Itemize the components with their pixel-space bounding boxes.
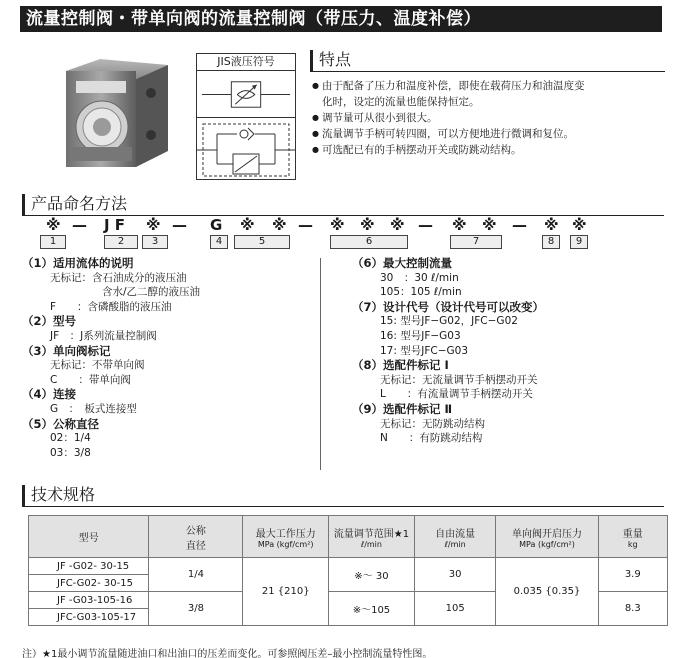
naming-category: （8）选配件标记 Ⅰ bbox=[352, 358, 449, 373]
code-part: — bbox=[72, 216, 87, 234]
code-part: ※ bbox=[390, 216, 405, 234]
spec-table bbox=[28, 515, 668, 626]
th-range: 流量调节范围★1 ℓ/min bbox=[329, 516, 415, 558]
product-photo bbox=[56, 55, 176, 173]
naming-item: 无标记：含石油成分的液压油 bbox=[50, 271, 187, 284]
cell-model: JFC-G03-105-17 bbox=[29, 609, 149, 626]
naming-right-column bbox=[352, 256, 662, 446]
cell-pressure: 21 {210} bbox=[243, 558, 329, 626]
code-part: ※ bbox=[452, 216, 467, 234]
naming-item: 03：3/8 bbox=[50, 446, 91, 459]
naming-item: L ：有流量调节手柄摆动开关 bbox=[380, 388, 533, 401]
code-part: ※ bbox=[544, 216, 559, 234]
code-number: 7 bbox=[450, 235, 502, 249]
code-part: J F bbox=[104, 216, 126, 234]
code-number: 2 bbox=[104, 235, 138, 249]
column-divider bbox=[320, 258, 321, 470]
cell-free: 30 bbox=[414, 558, 496, 592]
naming-item: 02：1/4 bbox=[50, 432, 91, 445]
naming-item: N ：有防跳动结构 bbox=[380, 432, 483, 445]
naming-category: （7）设计代号（设计代号可以改变） bbox=[352, 299, 544, 314]
code-number: 9 bbox=[570, 235, 588, 249]
code-number: 5 bbox=[234, 235, 290, 249]
cell-weight: 8.3 bbox=[598, 592, 667, 626]
code-number: 6 bbox=[330, 235, 408, 249]
naming-item: 含水/乙二醇的液压油 bbox=[102, 286, 201, 299]
code-part: ※ bbox=[240, 216, 255, 234]
table-row bbox=[29, 558, 668, 575]
code-part: ※ bbox=[272, 216, 287, 234]
footnote: 注）★1最小调节流量随进油口和出油口的压差而变化。可参照阀压差–最小控制流量特性图。 bbox=[22, 649, 433, 658]
feature-item: ● 可选配已有的手柄摆动开关或防跳动结构。 bbox=[312, 142, 652, 158]
cell-model: JF -G02- 30-15 bbox=[29, 558, 149, 575]
naming-heading: 产品命名方法 bbox=[22, 194, 664, 216]
naming-item: G ： 板式连接型 bbox=[50, 402, 137, 415]
naming-item: 15: 型号JF−G02，JFC−G02 bbox=[380, 315, 518, 328]
code-part: — bbox=[418, 216, 433, 234]
spec-heading: 技术规格 bbox=[22, 485, 664, 507]
jis-symbol-box bbox=[196, 53, 296, 180]
code-part: ※ bbox=[572, 216, 587, 234]
naming-category: （6）最大控制流量 bbox=[352, 256, 453, 270]
naming-item: 无标记：无流量调节手柄摆动开关 bbox=[380, 373, 538, 386]
code-number: 8 bbox=[542, 235, 560, 249]
feature-item: ● 调节量可从很小到很大。 bbox=[312, 110, 652, 126]
code-part: ※ bbox=[330, 216, 345, 234]
cell-size: 3/8 bbox=[149, 592, 243, 626]
code-part: ※ bbox=[482, 216, 497, 234]
naming-left-column bbox=[22, 256, 312, 460]
th-check: 单向阀开启压力 MPa (kgf/cm²) bbox=[496, 516, 598, 558]
naming-item: 无标记：无防跳动结构 bbox=[380, 417, 485, 430]
features-list bbox=[312, 78, 652, 158]
naming-item: 17: 型号JFC−G03 bbox=[380, 344, 468, 357]
th-weight: 重量 kg bbox=[598, 516, 667, 558]
jis-title: JIS液压符号 bbox=[197, 54, 295, 71]
naming-category: （9）选配件标记 Ⅱ bbox=[352, 401, 453, 416]
feature-item: ● 由于配备了压力和温度补偿，即使在载荷压力和油温度变 化时，设定的流量也能保持恒定。 bbox=[312, 78, 652, 110]
cell-range: ※～ 30 bbox=[329, 558, 415, 592]
cell-model: JFC-G02- 30-15 bbox=[29, 575, 149, 592]
naming-item: 16: 型号JF−G03 bbox=[380, 329, 461, 342]
flow-control-symbol bbox=[197, 72, 295, 118]
code-part: ※ bbox=[46, 216, 61, 234]
naming-category: （3）单向阀标记 bbox=[22, 343, 111, 358]
naming-category: （5）公称直径 bbox=[22, 416, 100, 431]
cell-weight: 3.9 bbox=[598, 558, 667, 592]
th-pressure: 最大工作压力 MPa (kgf/cm²) bbox=[243, 516, 329, 558]
page-title: 流量控制阀・带单向阀的流量控制阀（带压力、温度补偿） bbox=[20, 6, 662, 32]
naming-item: F ：含磷酸脂的液压油 bbox=[50, 300, 172, 313]
cell-model: JF -G03-105-16 bbox=[29, 592, 149, 609]
cell-free: 105 bbox=[414, 592, 496, 626]
code-part: ※ bbox=[360, 216, 375, 234]
cell-range: ※～105 bbox=[329, 592, 415, 626]
code-number: 4 bbox=[210, 235, 228, 249]
code-part: — bbox=[172, 216, 187, 234]
naming-category: （4）连接 bbox=[22, 387, 77, 402]
flow-control-check-symbol bbox=[197, 118, 295, 180]
code-number: 1 bbox=[40, 235, 66, 249]
code-part: — bbox=[298, 216, 313, 234]
th-size: 公称 直径 bbox=[149, 516, 243, 558]
cell-check: 0.035 {0.35} bbox=[496, 558, 598, 626]
naming-item: 无标记：不带单向阀 bbox=[50, 359, 145, 372]
th-model: 型号 bbox=[29, 516, 149, 558]
th-free: 自由流量 ℓ/min bbox=[414, 516, 496, 558]
feature-item: ● 流量调节手柄可转四圈，可以方便地进行微调和复位。 bbox=[312, 126, 652, 142]
naming-category: （2）型号 bbox=[22, 314, 77, 329]
features-heading: 特点 bbox=[310, 50, 665, 72]
naming-item: C ：带单向阀 bbox=[50, 373, 131, 386]
cell-size: 1/4 bbox=[149, 558, 243, 592]
code-part: ※ bbox=[146, 216, 161, 234]
naming-item: JF ：J系列流量控制阀 bbox=[50, 329, 157, 342]
naming-category: （1）适用流体的说明 bbox=[22, 256, 134, 270]
code-part: — bbox=[512, 216, 527, 234]
naming-item: 105：105 ℓ/min bbox=[380, 286, 462, 299]
naming-item: 30 ：30 ℓ/min bbox=[380, 271, 459, 284]
code-part: G bbox=[210, 216, 223, 234]
code-number: 3 bbox=[142, 235, 168, 249]
